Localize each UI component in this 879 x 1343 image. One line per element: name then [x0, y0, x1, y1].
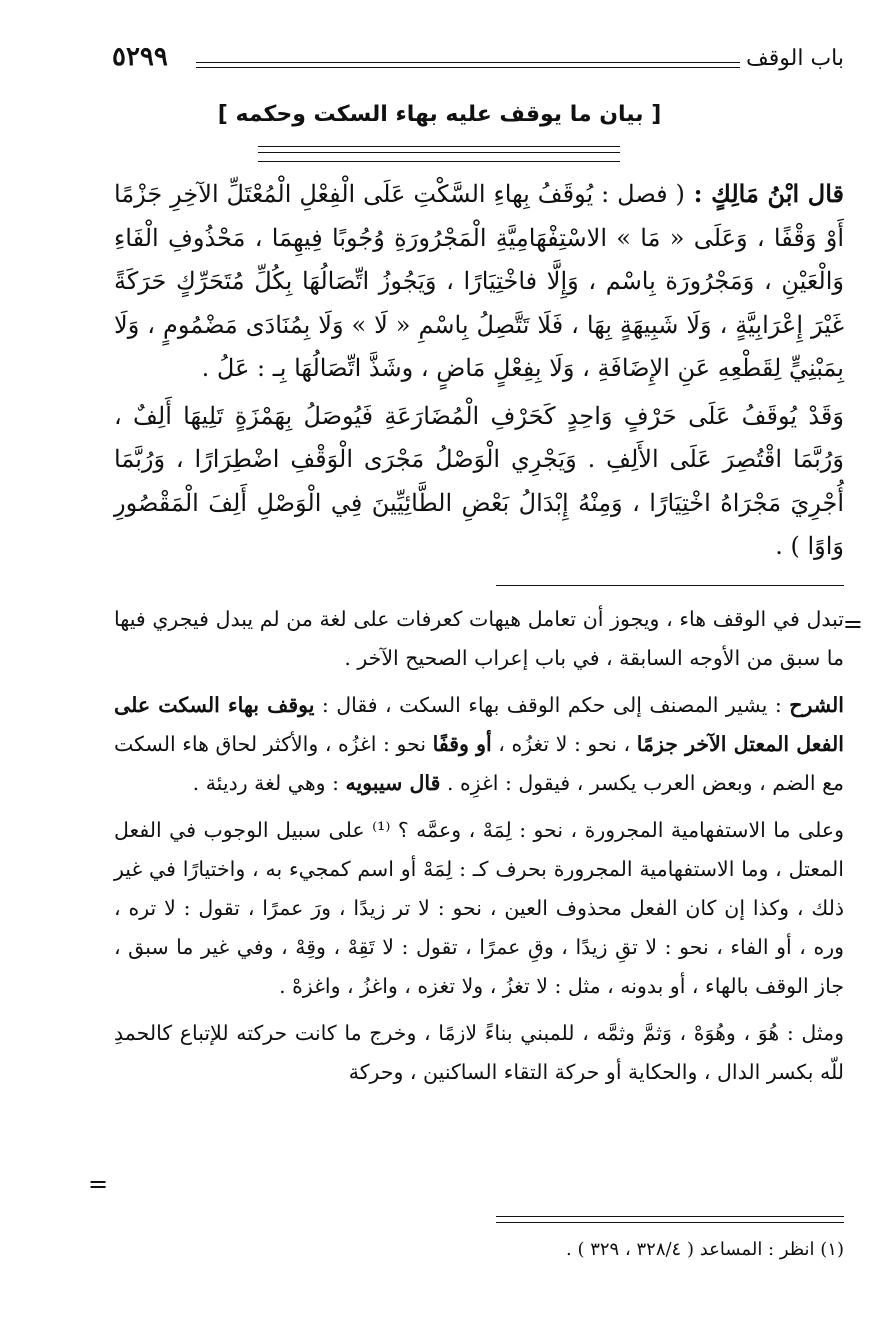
running-header [112, 42, 844, 82]
sharh-label: الشرح [789, 693, 844, 717]
matn-paragraph-2: وَقَدْ يُوقَفُ عَلَى حَرْفٍ وَاحِدٍ كَحَرْفِ الْمُضَارَعَةِ فَيُوصَلُ بِهَمْزَةٍ تَلِيهَا أَلِفٌ ، وَرُبَّمَا اقْتُصِرَ عَلَى الأَلِفِ . وَيَجْرِي الْوَصْلُ مَجْرَى الْوَقْفِ اضْطِرَارًا ، وَرُبَّمَا أُجْرِيَ مَجْرَاهُ اخْتِيَارًا ، وَمِنْهُ إِبْدَالُ بَعْضِ الطَّائِيِّينَ فِي الْوَصْلِ أَلِفَ الْمَقْصُورِ وَاوًا ) . [114, 401, 845, 560]
sharh-text-run: : يشير المصنف إلى حكم الوقف بهاء السكت ، فقال : [314, 693, 790, 717]
sharh-paragraph-1 [114, 686, 844, 803]
quoted-matn-run: أو وقفًا [432, 732, 492, 756]
sibawayh-citation: قال سيبويه [345, 771, 441, 795]
section-title-rule [258, 146, 620, 162]
matn-paragraph-1 [114, 172, 844, 391]
ibn-malik-label: قال ابْنُ مَالِكٍ : [684, 179, 845, 208]
matn-sharh-divider [496, 585, 844, 586]
matn-paragraph-1-text: ( فصل : يُوقَفُ بِهاءِ السَّكْتِ عَلَى الْفِعْلِ الْمُعْتَلِّ الآخِرِ جَزْمًا أَوْ وَقْفًا ، وَعَلَى « مَا » الاسْتِفْهَامِيَّةِ الْمَجْرُورَةِ وُجُوبًا فِيهِمَا ، مَحْذُوفِ الْفَاءِ وَالْعَيْنِ ، وَمَجْرُورَة بِاسْم ، وَإِلَّا فاخْتِيَارًا ، وَيَجُوزُ اتِّصَالُهَا بِكُلِّ مُتَحَرِّكٍ حَرَكَةً غَيْرَ إِعْرَابِيَّةٍ ، وَلَا شَبِيهَةٍ بِهَا ، فَلَا تَتَّصِلُ بِاسْمِ « لَا » وَلَا بِمُنَادَى مَضْمُومٍ ، وَلَا بِمَبْنِيٍّ لِقَطْعِهِ عَنِ الإِضَافَةِ ، وَلَا بِفِعْلٍ مَاضٍ ، وشَذَّ اتِّصَالُهَا بِـ : عَلُ . [114, 180, 844, 382]
header-rule [196, 62, 740, 68]
sharh-continued-paragraph: تبدل في الوقف هاء ، ويجوز أن تعامل هيهات كعرفات على لغة من لم يبدل فيجري فيها ما سبق من الأوجه السابقة ، في باب إعراب الصحيح الآخر . [114, 607, 844, 670]
continuation-marker-end: = [88, 1170, 109, 1198]
chapter-title: باب الوقف [745, 46, 844, 71]
continuation-marker-start: = [842, 610, 863, 638]
sharh-text-run: نحو : اغزُه ، والأكثر لحاق هاء السكت مع الضم ، وبعض العرب يكسر ، فيقول : اغزِه . [114, 732, 844, 795]
matn-text [114, 172, 844, 569]
sharh-text-run: : وهي لغة رديئة . [192, 771, 346, 795]
sharh-text-run: ، نحو : لا تغزُه ، [491, 732, 637, 756]
sharh-paragraph-3: ومثل : هُوَ ، وهُوَهْ ، وَثمَّ وثمَّه ، للمبني بناءً لازمًا ، وخرج ما كانت حركته للإتباع كالحمدِ للّه بكسر الدال ، والحكاية أو حركة التقاء الساكنين ، وحركة [114, 1021, 844, 1084]
quoted-matn-run: يوقف بهاء السكت على الفعل المعتل الآخر جزمًا [114, 693, 844, 756]
section-title: [ بيان ما يوقف عليه بهاء السكت وحكمه ] [217, 102, 662, 127]
page-number: ٥٢٩٩ [112, 42, 168, 72]
footnote-divider [496, 1216, 844, 1223]
sharh-text [114, 600, 844, 1092]
sharh-paragraph-2: وعلى ما الاستفهامية المجرورة ، نحو : لِمَهْ ، وعمَّه ؟ ⁽¹⁾ على سبيل الوجوب في الفعل المعتل ، وما الاستفهامية المجرورة بحرف كـ : لِمَهْ أو اسم كمجيء به ، واختيارًا في غير ذلك ، وكذا إن كان الفعل محذوف العين ، نحو : لا تر زيدًا ، ورَ عمرًا ، تقول : لا تره ، وره ، أو الفاء ، نحو : لا تقِ زيدًا ، وقِ عمرًا ، تقول : لا تَقِهْ ، وقِهْ ، وفي غير ما سبق ، جاز الوقف بالهاء ، أو بدونه ، مثل : لا تغزُ ، ولا تغزه ، واغزُ ، واغزهْ . [114, 818, 844, 998]
footnote: (١) انظر : المساعد ( ٣٢٨/٤ ، ٣٢٩ ) . [566, 1239, 844, 1260]
